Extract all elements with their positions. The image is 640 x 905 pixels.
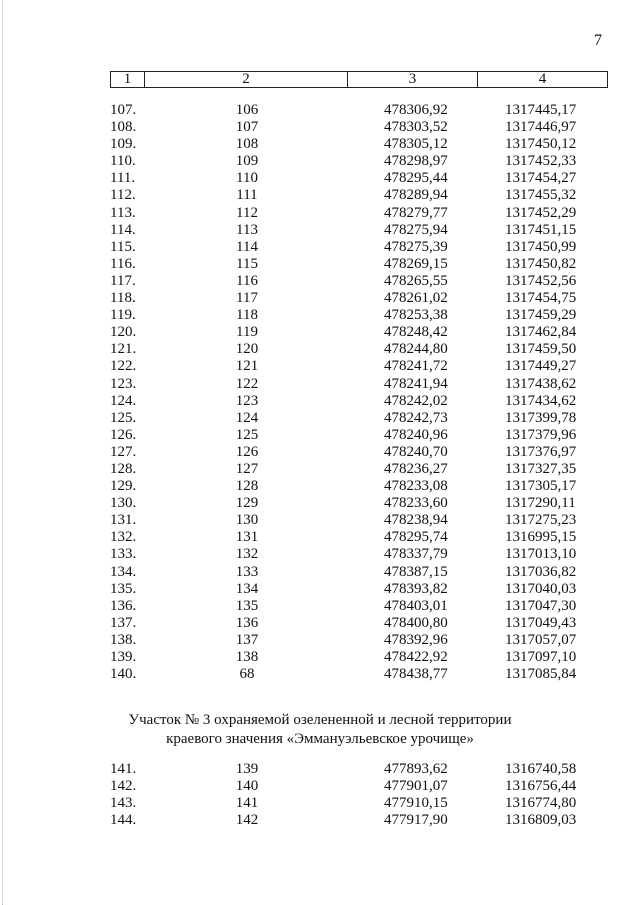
x-coordinate: 478295,44: [384, 170, 448, 187]
y-coordinate: 1317290,11: [505, 495, 576, 512]
row-number: 126.: [110, 426, 137, 443]
x-coordinate: 478337,79: [384, 546, 448, 563]
row-number: 143.: [110, 795, 137, 812]
point-number: 115: [236, 255, 258, 272]
y-coordinate: 1317040,03: [505, 580, 577, 597]
row-number: 139.: [110, 649, 137, 665]
x-coordinate: 478400,80: [384, 614, 448, 631]
y-coordinate: 1317455,32: [505, 187, 577, 204]
point-number: 124: [235, 409, 259, 426]
point-number: 112: [236, 204, 258, 221]
point-number: 130: [235, 512, 259, 529]
row-number: 107.: [110, 102, 137, 118]
table-row: [0, 239, 640, 256]
point-number: 123: [235, 392, 259, 409]
point-number: 111: [236, 187, 258, 204]
point-number: 136: [235, 614, 259, 631]
row-number: 118.: [110, 290, 136, 307]
point-number: 109: [235, 153, 259, 170]
point-number: 120: [235, 341, 259, 358]
x-coordinate: 478253,38: [384, 307, 448, 324]
column-4-header: 4: [538, 71, 547, 87]
row-number: 131.: [110, 512, 137, 529]
x-coordinate: 478303,52: [384, 119, 448, 136]
y-coordinate: 1317454,27: [505, 170, 577, 187]
point-number: 134: [235, 580, 259, 597]
row-number: 113.: [110, 204, 136, 221]
x-coordinate: 478289,94: [384, 187, 448, 204]
y-coordinate: 1317399,78: [505, 409, 577, 426]
row-number: 108.: [110, 119, 137, 136]
table-row: [0, 307, 640, 324]
table-row: [0, 170, 640, 187]
y-coordinate: 1317379,96: [505, 426, 577, 443]
x-coordinate: 478233,60: [384, 495, 448, 512]
point-number: 106: [235, 102, 259, 118]
table-row: [0, 812, 640, 829]
y-coordinate: 1317327,35: [505, 460, 577, 477]
point-number: 131: [235, 529, 259, 546]
x-coordinate: 478387,15: [384, 563, 448, 580]
x-coordinate: 478298,97: [384, 153, 448, 170]
x-coordinate: 478236,27: [384, 460, 448, 477]
table-row: [0, 410, 640, 427]
x-coordinate: 478393,82: [384, 580, 448, 597]
y-coordinate: 1317445,17: [505, 102, 577, 118]
x-coordinate: 477910,15: [384, 795, 448, 812]
row-number: 117.: [110, 272, 136, 289]
y-coordinate: 1317097,10: [505, 649, 577, 665]
point-number: 126: [235, 443, 259, 460]
row-number: 123.: [110, 375, 137, 392]
row-number: 110.: [110, 153, 136, 170]
table-row: [0, 393, 640, 410]
y-coordinate: 1317434,62: [505, 392, 577, 409]
table-row: [0, 256, 640, 273]
point-number: 116: [236, 272, 258, 289]
table-row: [0, 136, 640, 153]
x-coordinate: 477901,07: [384, 778, 448, 795]
row-number: 124.: [110, 392, 137, 409]
table-row: [0, 205, 640, 222]
x-coordinate: 478248,42: [384, 324, 448, 341]
row-number: 125.: [110, 409, 137, 426]
y-coordinate: 1317452,56: [505, 272, 577, 289]
row-number: 121.: [110, 341, 137, 358]
x-coordinate: 478295,74: [384, 529, 448, 546]
point-number: 122: [235, 375, 259, 392]
row-number: 122.: [110, 358, 137, 375]
y-coordinate: 1317376,97: [505, 443, 577, 460]
point-number: 125: [235, 426, 259, 443]
x-coordinate: 478392,96: [384, 631, 448, 648]
y-coordinate: 1317047,30: [505, 597, 577, 614]
y-coordinate: 1317450,82: [505, 255, 577, 272]
point-number: 113: [236, 221, 258, 238]
table-row: [0, 478, 640, 495]
row-number: 112.: [110, 187, 136, 204]
point-number: 133: [235, 563, 259, 580]
table-row: [0, 615, 640, 632]
row-number: 134.: [110, 563, 137, 580]
x-coordinate: 478240,70: [384, 443, 448, 460]
y-coordinate: 1316756,44: [505, 778, 577, 795]
x-coordinate: 478422,92: [384, 649, 448, 665]
x-coordinate: 478275,39: [384, 238, 448, 255]
row-number: 142.: [110, 778, 137, 795]
table-row: [0, 376, 640, 393]
table-row: [0, 778, 640, 795]
page-number: 7: [594, 32, 602, 49]
point-number: 129: [235, 495, 259, 512]
table-row: [0, 153, 640, 170]
y-coordinate: 1317454,75: [505, 290, 577, 307]
row-number: 135.: [110, 580, 137, 597]
point-number: 108: [235, 136, 259, 153]
y-coordinate: 1317459,50: [505, 341, 577, 358]
table-row: [0, 119, 640, 136]
y-coordinate: 1317036,82: [505, 563, 577, 580]
point-number: 121: [235, 358, 259, 375]
y-coordinate: 1317446,97: [505, 119, 577, 136]
table-row: [0, 564, 640, 581]
point-number: 140: [235, 778, 259, 795]
table-row: [0, 341, 640, 358]
x-coordinate: 478240,96: [384, 426, 448, 443]
point-number: 68: [239, 666, 255, 683]
x-coordinate: 477917,90: [384, 812, 448, 829]
row-number: 133.: [110, 546, 137, 563]
row-number: 120.: [110, 324, 137, 341]
column-3-header: 3: [348, 72, 478, 87]
y-coordinate: 1317449,27: [505, 358, 577, 375]
point-number: 135: [235, 597, 259, 614]
section-title-line-2: краевого значения «Эммануэльевское урочище»: [166, 731, 474, 747]
table-row: [0, 273, 640, 290]
y-coordinate: 1316995,15: [505, 529, 577, 546]
y-coordinate: 1317462,84: [505, 324, 577, 341]
row-number: 130.: [110, 495, 137, 512]
point-number: 118: [236, 307, 258, 324]
x-coordinate: 478403,01: [384, 597, 448, 614]
y-coordinate: 1317452,29: [505, 204, 577, 221]
x-coordinate: 478438,77: [384, 666, 448, 683]
point-number: 141: [235, 795, 259, 812]
row-number: 127.: [110, 443, 137, 460]
y-coordinate: 1316740,58: [505, 761, 577, 777]
table-row: [0, 529, 640, 546]
point-number: 139: [235, 761, 259, 777]
y-coordinate: 1317451,15: [505, 221, 577, 238]
y-coordinate: 1317085,84: [505, 666, 577, 683]
table-row: [0, 581, 640, 598]
point-number: 107: [235, 119, 259, 136]
x-coordinate: 478305,12: [384, 136, 448, 153]
row-number: 128.: [110, 460, 137, 477]
point-number: 128: [235, 478, 259, 495]
y-coordinate: 1316809,03: [505, 812, 577, 829]
y-coordinate: 1317450,12: [505, 136, 577, 153]
x-coordinate: 478261,02: [384, 290, 448, 307]
row-number: 141.: [110, 761, 137, 777]
y-coordinate: 1317305,17: [505, 478, 577, 495]
table-row: [0, 102, 640, 119]
row-number: 140.: [110, 666, 137, 683]
table-row: [0, 187, 640, 204]
x-coordinate: 478233,08: [384, 478, 448, 495]
table-row: [0, 324, 640, 341]
column-2-header: 2: [145, 72, 348, 87]
table-row: [0, 546, 640, 563]
row-number: 144.: [110, 812, 137, 829]
coordinates-table-part-2: [0, 761, 640, 829]
y-coordinate: 1317275,23: [505, 512, 577, 529]
row-number: 115.: [110, 238, 136, 255]
x-coordinate: 478238,94: [384, 512, 448, 529]
point-number: 132: [235, 546, 259, 563]
y-coordinate: 1317438,62: [505, 375, 577, 392]
table-row: [0, 666, 640, 683]
x-coordinate: 478244,80: [384, 341, 448, 358]
column-1-header: 1: [111, 72, 145, 87]
table-row: [0, 649, 640, 666]
row-number: 111.: [110, 170, 136, 187]
x-coordinate: 478242,02: [384, 392, 448, 409]
x-coordinate: 478241,72: [384, 358, 448, 375]
y-coordinate: 1317459,29: [505, 307, 577, 324]
row-number: 136.: [110, 597, 137, 614]
y-coordinate: 1316774,80: [505, 795, 577, 812]
row-number: 109.: [110, 136, 137, 153]
x-coordinate: 478269,15: [384, 255, 448, 272]
table-row: [0, 444, 640, 461]
table-row: [0, 290, 640, 307]
y-coordinate: 1317452,33: [505, 153, 577, 170]
section-title-line-1: Участок № 3 охраняемой озелененной и лесной территории: [128, 712, 512, 728]
table-row: [0, 461, 640, 478]
table-row: [0, 358, 640, 375]
table-row: [0, 761, 640, 778]
point-number: 127: [235, 460, 259, 477]
point-number: 138: [235, 649, 259, 665]
x-coordinate: 478241,94: [384, 375, 448, 392]
y-coordinate: 1317450,99: [505, 238, 577, 255]
coordinates-table-part-1: [0, 102, 640, 683]
table-column-header: [110, 71, 608, 88]
x-coordinate: 478242,73: [384, 409, 448, 426]
x-coordinate: 478306,92: [384, 102, 448, 118]
row-number: 116.: [110, 255, 136, 272]
point-number: 142: [235, 812, 259, 829]
x-coordinate: 478275,94: [384, 221, 448, 238]
y-coordinate: 1317049,43: [505, 614, 577, 631]
table-row: [0, 427, 640, 444]
x-coordinate: 478279,77: [384, 204, 448, 221]
table-row: [0, 598, 640, 615]
point-number: 110: [236, 170, 258, 187]
row-number: 132.: [110, 529, 137, 546]
point-number: 137: [235, 631, 259, 648]
row-number: 119.: [110, 307, 136, 324]
table-row: [0, 495, 640, 512]
x-coordinate: 477893,62: [384, 761, 448, 777]
row-number: 129.: [110, 478, 137, 495]
table-row: [0, 795, 640, 812]
y-coordinate: 1317057,07: [505, 631, 577, 648]
section-title: [0, 711, 640, 749]
table-row: [0, 632, 640, 649]
row-number: 138.: [110, 631, 137, 648]
row-number: 137.: [110, 614, 137, 631]
table-row: [0, 222, 640, 239]
point-number: 117: [236, 290, 258, 307]
row-number: 114.: [110, 221, 136, 238]
point-number: 114: [236, 238, 258, 255]
table-row: [0, 512, 640, 529]
y-coordinate: 1317013,10: [505, 546, 577, 563]
point-number: 119: [236, 324, 258, 341]
x-coordinate: 478265,55: [384, 272, 448, 289]
